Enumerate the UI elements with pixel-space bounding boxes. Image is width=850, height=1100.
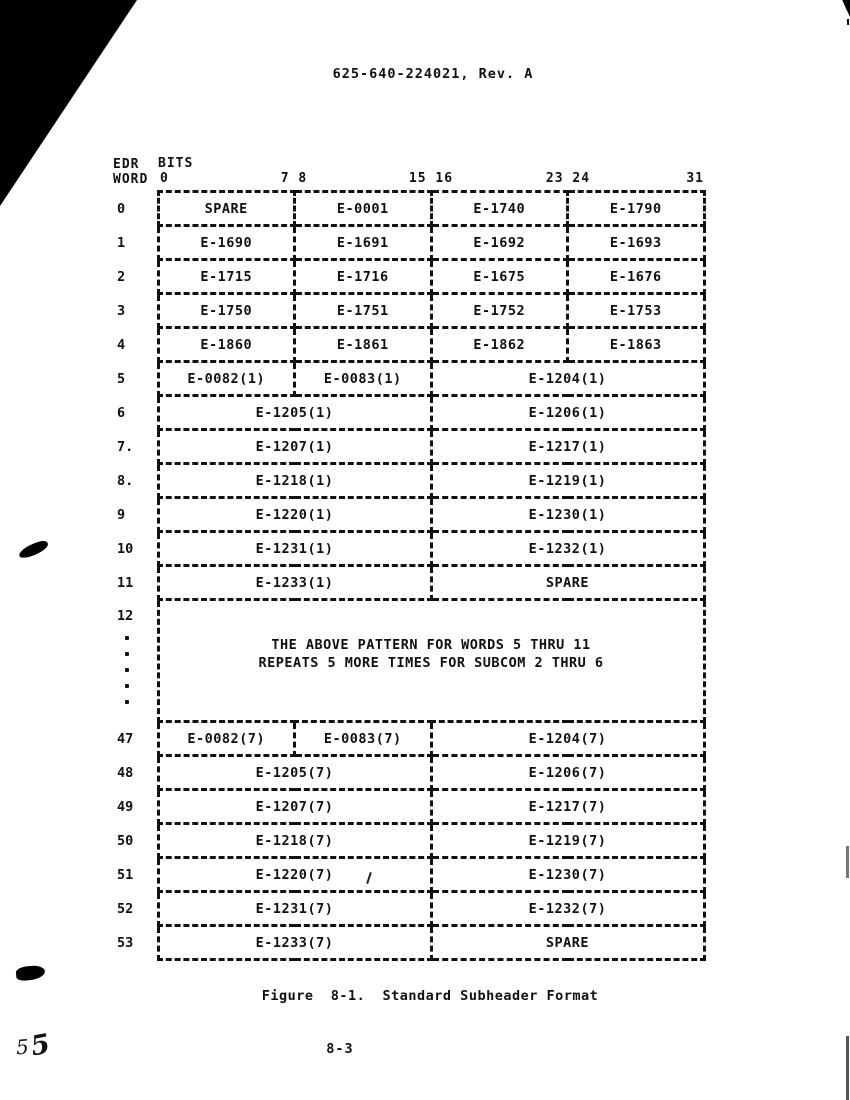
field-cell: E-1715 <box>158 260 295 294</box>
field-cell: E-1750 <box>158 294 295 328</box>
edr-word-label: 51 <box>117 866 134 883</box>
bit-tick-label: 7 8 <box>280 171 308 186</box>
table-row <box>113 756 704 790</box>
repeat-pattern-note-cell <box>158 600 704 722</box>
continuation-dot <box>125 652 129 656</box>
bit-tick-label: 23 24 <box>545 171 591 186</box>
field-cell: E-1676 <box>568 260 705 294</box>
field-cell: E-1217(1) <box>431 430 704 464</box>
scan-artifact-top-right-tick <box>847 19 849 25</box>
edr-word-label: 10 <box>117 540 134 557</box>
table-row <box>113 260 704 294</box>
field-cell: E-0083(7) <box>295 722 432 756</box>
field-cell: E-1206(1) <box>431 396 704 430</box>
table-row <box>113 226 704 260</box>
continuation-dot <box>125 636 129 640</box>
field-cell: E-1752 <box>431 294 568 328</box>
word-column-header: WORD <box>113 172 149 187</box>
field-cell: SPARE <box>431 566 704 600</box>
bit-tick-label: 31 <box>686 171 704 186</box>
bit-tick-label: 15 16 <box>408 171 454 186</box>
field-cell: E-1219(1) <box>431 464 704 498</box>
table-row <box>113 532 704 566</box>
field-cell: E-1220(1) <box>158 498 431 532</box>
field-cell: E-0001 <box>295 192 432 226</box>
table-row <box>113 396 704 430</box>
edr-word-label: 7. <box>117 438 134 455</box>
field-cell: E-1204(7) <box>431 722 704 756</box>
table-row <box>113 362 704 396</box>
field-cell: E-1205(7) <box>158 756 431 790</box>
edr-word-label: 3 <box>117 302 126 319</box>
field-cell: E-1206(7) <box>431 756 704 790</box>
field-cell: E-1691 <box>295 226 432 260</box>
table-row <box>113 430 704 464</box>
field-cell: E-1207(1) <box>158 430 431 464</box>
edr-word-label: 8. <box>117 472 134 489</box>
table-row <box>113 498 704 532</box>
field-cell: E-1205(1) <box>158 396 431 430</box>
edr-word-label: 53 <box>117 934 134 951</box>
field-cell: E-1675 <box>431 260 568 294</box>
handwritten-digit: 5 <box>28 1028 53 1063</box>
field-cell: E-1790 <box>568 192 705 226</box>
handwritten-mark <box>15 1028 53 1063</box>
edr-word-label: 6 <box>117 404 126 421</box>
figure-caption: Figure 8-1. Standard Subheader Format <box>261 988 599 1004</box>
continuation-dot <box>125 700 129 704</box>
field-cell: E-1862 <box>431 328 568 362</box>
field-cell: E-1218(1) <box>158 464 431 498</box>
field-cell: SPARE <box>431 926 704 960</box>
field-cell: SPARE <box>158 192 295 226</box>
ink-smudge-left-upper <box>17 539 50 561</box>
field-cell: E-1218(7) <box>158 824 431 858</box>
table-row <box>113 926 704 960</box>
field-cell: E-1232(7) <box>431 892 704 926</box>
field-cell: E-1863 <box>568 328 705 362</box>
field-cell: E-1751 <box>295 294 432 328</box>
handwritten-digit: 5 <box>15 1034 30 1060</box>
table-row <box>113 722 704 756</box>
field-cell: E-1204(1) <box>431 362 704 396</box>
edr-word-label: 4 <box>117 336 126 353</box>
field-cell: E-0082(1) <box>158 362 295 396</box>
note-line: REPEATS 5 MORE TIMES FOR SUBCOM 2 THRU 6 <box>258 654 604 671</box>
field-cell: E-1716 <box>295 260 432 294</box>
edr-word-label: 48 <box>117 764 134 781</box>
field-cell: E-1230(1) <box>431 498 704 532</box>
field-cell: E-1219(7) <box>431 824 704 858</box>
doc-number: 625-640-224021, Rev. A <box>332 66 534 82</box>
field-cell: E-0083(1) <box>295 362 432 396</box>
table-row <box>113 464 704 498</box>
edr-word-label: 52 <box>117 900 134 917</box>
table-row <box>113 892 704 926</box>
field-cell: E-1740 <box>431 192 568 226</box>
scan-edge-strip-upper <box>846 846 849 878</box>
edr-word-label: 2 <box>117 268 126 285</box>
field-cell: E-1233(1) <box>158 566 431 600</box>
edr-word-label: 0 <box>117 200 126 217</box>
table-row <box>113 294 704 328</box>
field-cell: E-1690 <box>158 226 295 260</box>
field-cell: E-1861 <box>295 328 432 362</box>
field-cell: E-1753 <box>568 294 705 328</box>
table-row <box>113 192 704 226</box>
continuation-dot <box>125 684 129 688</box>
edr-word-label: 47 <box>117 730 134 747</box>
edr-word-label: 12 <box>113 600 158 722</box>
edr-word-label: 49 <box>117 798 134 815</box>
scan-edge-strip-lower <box>846 1036 849 1100</box>
bit-ticks-row <box>158 171 704 188</box>
field-cell: E-1231(7) <box>158 892 431 926</box>
table-row <box>113 566 704 600</box>
field-cell: E-1207(7) <box>158 790 431 824</box>
page-number: 8-3 <box>326 1041 354 1057</box>
table-row <box>113 824 704 858</box>
subheader-format-table <box>113 190 706 961</box>
field-cell: E-1231(1) <box>158 532 431 566</box>
continuation-dot <box>125 668 129 672</box>
ink-smudge-left-lower <box>15 965 45 982</box>
edr-word-label: 50 <box>117 832 134 849</box>
field-cell: E-1860 <box>158 328 295 362</box>
edr-word-label: 11 <box>117 574 134 591</box>
scan-artifact-top-right <box>839 0 850 17</box>
field-cell: E-1233(7) <box>158 926 431 960</box>
field-cell: E-1230(7) <box>431 858 704 892</box>
table-row <box>113 600 704 722</box>
field-cell: E-1693 <box>568 226 705 260</box>
field-cell: E-1232(1) <box>431 532 704 566</box>
bit-tick-label: 0 <box>160 171 169 186</box>
table-row <box>113 858 704 892</box>
edr-word-label: 9 <box>117 506 126 523</box>
field-cell: E-1217(7) <box>431 790 704 824</box>
field-cell: E-1220(7) <box>158 858 431 892</box>
table-row <box>113 790 704 824</box>
edr-column-header: EDR <box>113 157 140 172</box>
note-line: THE ABOVE PATTERN FOR WORDS 5 THRU 11 <box>271 636 591 653</box>
table-row <box>113 328 704 362</box>
edr-word-label: 1 <box>117 234 126 251</box>
edr-word-label: 5 <box>117 370 126 387</box>
bits-header: BITS <box>158 156 194 171</box>
field-cell: E-1692 <box>431 226 568 260</box>
field-cell: E-0082(7) <box>158 722 295 756</box>
